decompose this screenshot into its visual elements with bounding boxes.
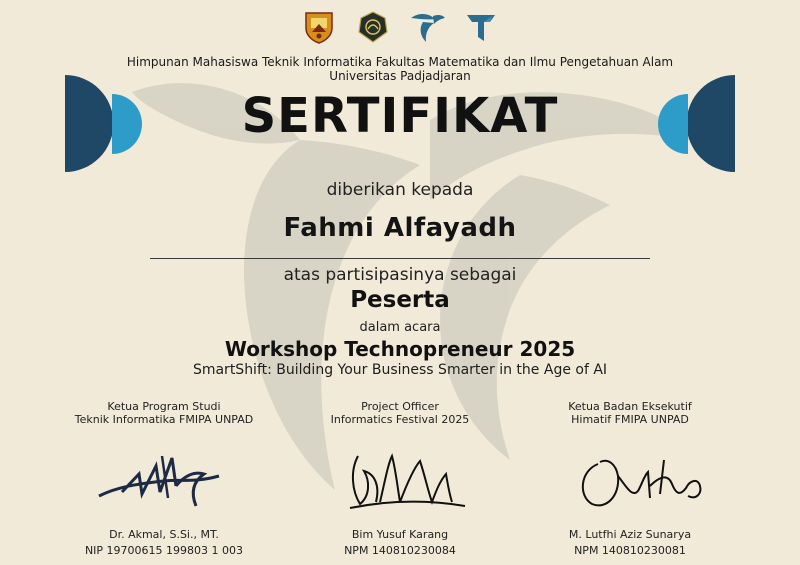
- signer-block-project-officer: [280, 400, 520, 557]
- unpad-crest-logo: [299, 9, 339, 45]
- name-underline: [150, 258, 650, 259]
- in-event-text: dalam acara: [359, 320, 441, 335]
- recipient-name: Fahmi Alfayadh: [283, 213, 517, 243]
- signature-image: [44, 436, 284, 516]
- signature-image: [280, 436, 520, 516]
- logo-row: [0, 9, 800, 45]
- organization-header: [0, 55, 800, 83]
- header-line-1: Himpunan Mahasiswa Teknik Informatika Fakultas Matematika dan Ilmu Pengetahuan Alam: [126, 55, 674, 69]
- himatif-leaf-logo: [407, 9, 447, 45]
- signer-id: NPM 140810230081: [574, 544, 686, 557]
- signature-image: [510, 436, 750, 516]
- certificate-title: SERTIFIKAT: [241, 88, 559, 144]
- signer-id: NPM 140810230084: [344, 544, 456, 557]
- event-name: Workshop Technopreneur 2025: [224, 337, 576, 361]
- header-line-2: Universitas Padjadjaran: [329, 69, 471, 83]
- participant-role: Peserta: [350, 287, 450, 313]
- signer-block-program-head: [44, 400, 284, 557]
- infest-logo: [461, 9, 501, 45]
- signer-title-line1: Project Officer: [361, 400, 439, 413]
- event-tagline: SmartShift: Building Your Business Smarter in the Age of AI: [192, 362, 608, 378]
- signer-name: Bim Yusuf Karang: [351, 528, 449, 541]
- signer-title-line1: Ketua Badan Eksekutif: [568, 400, 692, 413]
- fmipa-badge-logo: [353, 9, 393, 45]
- signer-name: Dr. Akmal, S.Si., MT.: [109, 528, 219, 541]
- signer-title-line2: Informatics Festival 2025: [330, 413, 470, 426]
- signer-id: NIP 19700615 199803 1 003: [84, 544, 244, 557]
- given-to-text: diberikan kepada: [326, 180, 474, 200]
- signer-title-line2: Teknik Informatika FMIPA UNPAD: [74, 413, 254, 426]
- signer-title-line1: Ketua Program Studi: [107, 400, 221, 413]
- signer-title-line2: Himatif FMIPA UNPAD: [571, 413, 689, 426]
- participation-text: atas partisipasinya sebagai: [283, 265, 517, 285]
- signer-block-executive-head: [510, 400, 750, 557]
- signer-name: M. Lutfhi Aziz Sunarya: [568, 528, 692, 541]
